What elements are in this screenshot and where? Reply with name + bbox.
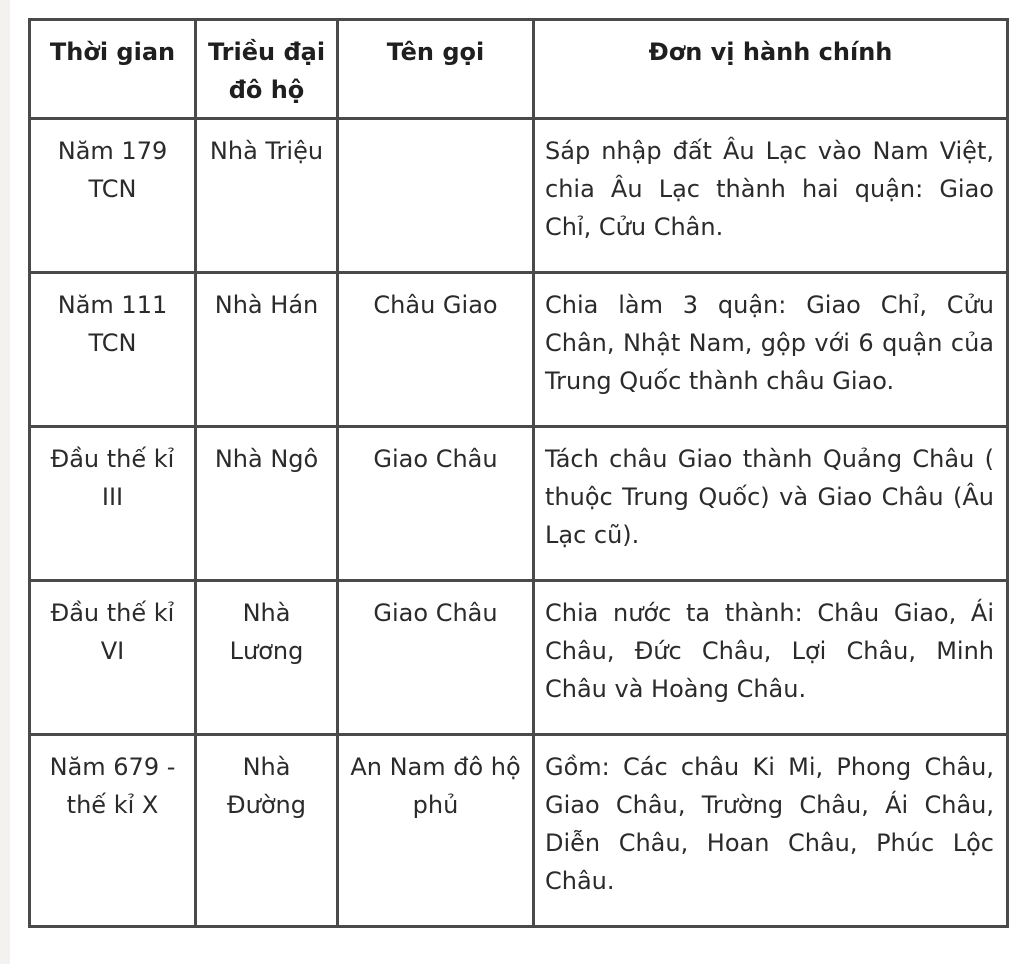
cell-name: An Nam đô hộ phủ bbox=[338, 735, 534, 927]
table-header-row bbox=[30, 20, 1008, 119]
cell-time: Đầu thế kỉ VI bbox=[30, 581, 196, 735]
document-page bbox=[10, 0, 1024, 964]
cell-dynasty: Nhà Hán bbox=[196, 273, 338, 427]
cell-name bbox=[338, 119, 534, 273]
table-row bbox=[30, 427, 1008, 581]
cell-admin-units: Gồm: Các châu Ki Mi, Phong Châu, Giao Châu, Trường Châu, Ái Châu, Diễn Châu, Hoan Châu, Phúc Lộc Châu. bbox=[534, 735, 1008, 927]
table-row bbox=[30, 273, 1008, 427]
cell-dynasty: Nhà Lương bbox=[196, 581, 338, 735]
cell-admin-units: Sáp nhập đất Âu Lạc vào Nam Việt, chia Âu Lạc thành hai quận: Giao Chỉ, Cửu Chân. bbox=[534, 119, 1008, 273]
cell-time: Đầu thế kỉ III bbox=[30, 427, 196, 581]
cell-admin-units: Chia nước ta thành: Châu Giao, Ái Châu, Đức Châu, Lợi Châu, Minh Châu và Hoàng Châu. bbox=[534, 581, 1008, 735]
table-row bbox=[30, 581, 1008, 735]
cell-admin-units: Tách châu Giao thành Quảng Châu ( thuộc Trung Quốc) và Giao Châu (Âu Lạc cũ). bbox=[534, 427, 1008, 581]
header-admin-units: Đơn vị hành chính bbox=[534, 20, 1008, 119]
header-time: Thời gian bbox=[30, 20, 196, 119]
cell-admin-units: Chia làm 3 quận: Giao Chỉ, Cửu Chân, Nhật Nam, gộp với 6 quận của Trung Quốc thành châu Giao. bbox=[534, 273, 1008, 427]
cell-time: Năm 679 - thế kỉ X bbox=[30, 735, 196, 927]
header-name: Tên gọi bbox=[338, 20, 534, 119]
cell-time: Năm 179 TCN bbox=[30, 119, 196, 273]
table-row bbox=[30, 735, 1008, 927]
cell-dynasty: Nhà Đường bbox=[196, 735, 338, 927]
cell-dynasty: Nhà Ngô bbox=[196, 427, 338, 581]
administrative-units-table bbox=[28, 18, 1009, 928]
cell-name: Giao Châu bbox=[338, 581, 534, 735]
cell-dynasty: Nhà Triệu bbox=[196, 119, 338, 273]
cell-name: Châu Giao bbox=[338, 273, 534, 427]
cell-name: Giao Châu bbox=[338, 427, 534, 581]
cell-time: Năm 111 TCN bbox=[30, 273, 196, 427]
table-row bbox=[30, 119, 1008, 273]
header-dynasty: Triều đại đô hộ bbox=[196, 20, 338, 119]
